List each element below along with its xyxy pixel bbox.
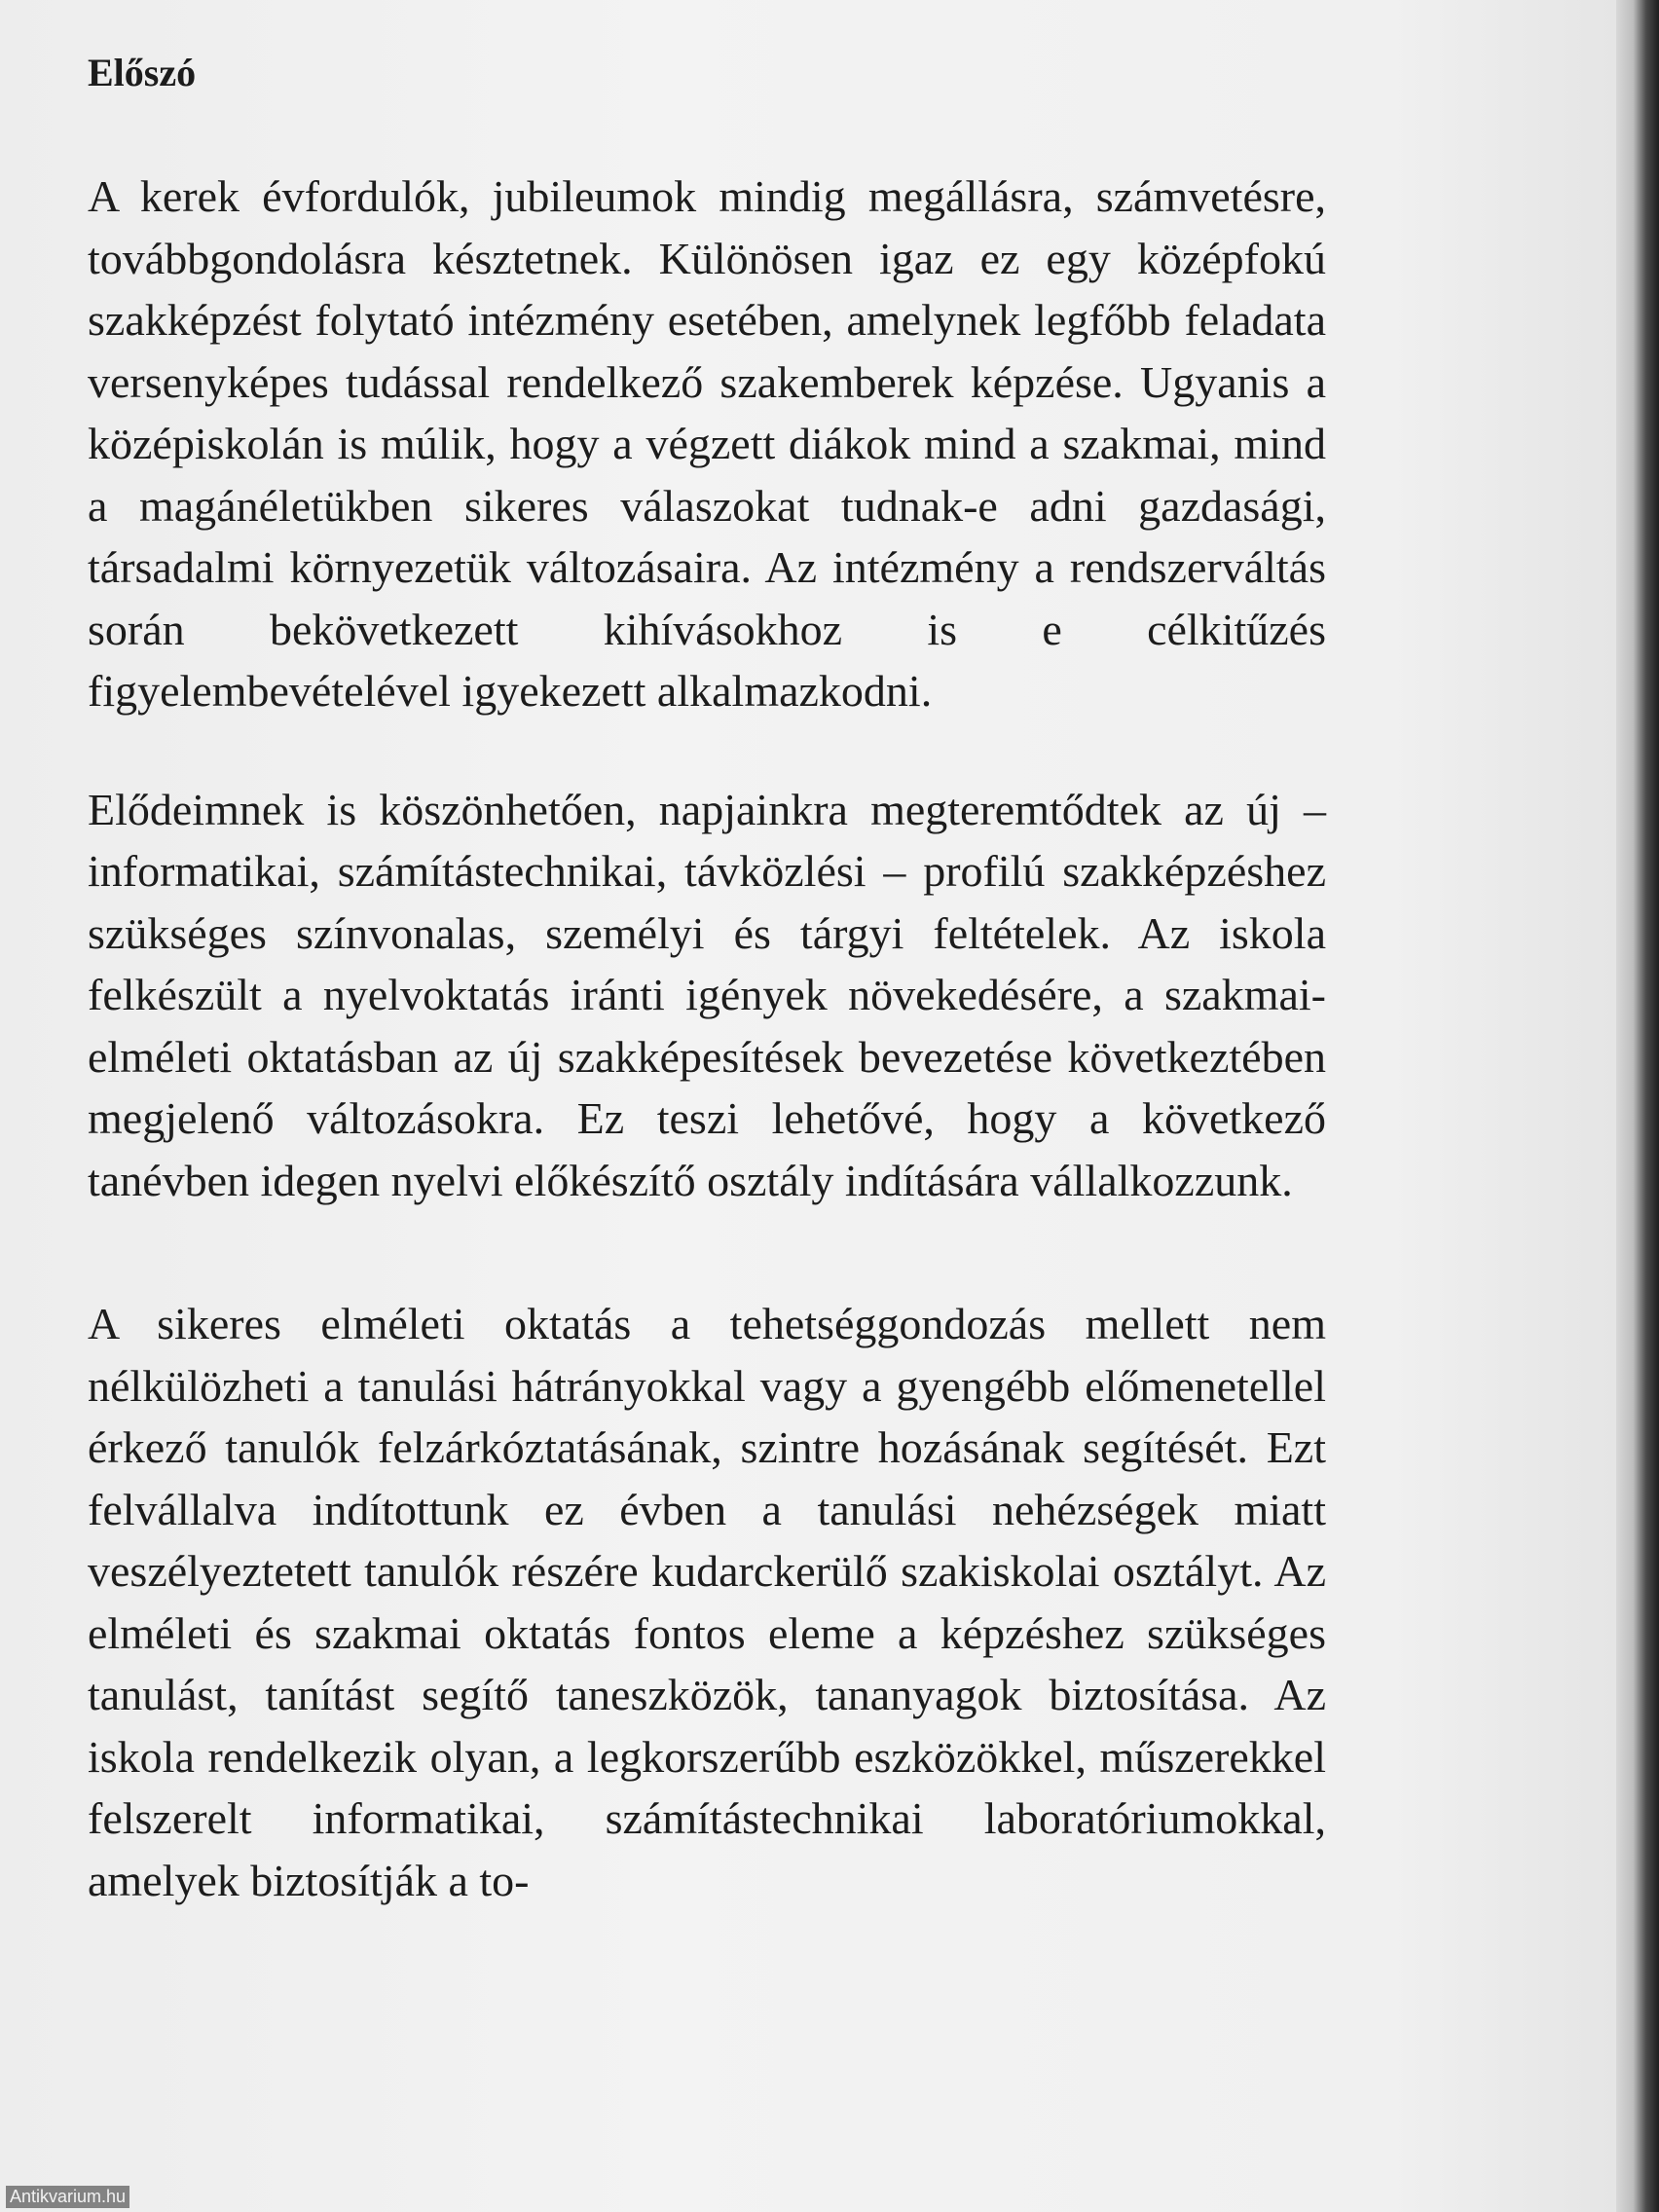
page-content <box>88 39 1326 1968</box>
paragraph-1: A kerek évfordulók, jubileumok mindig megállásra, számvetésre, továbbgondolásra késztetnek. Különösen igaz ez egy középfokú szakképzést folytató intézmény esetében, amelynek legfőbb feladata versenyképes tudással rendelkező szakemberek képzése. Ugyanis a középiskolán is múlik, hogy a végzett diákok mind a szakmai, mind a magánéletükben sikeres válaszokat tudnak-e adni gazdasági, társadalmi környezetük változásaira. Az intézmény a rendszerváltás során bekövetkezett kihívásokhoz is e célkitűzés figyelembevételével igyekezett alkalmazkodni. <box>88 171 1326 716</box>
watermark: Antikvarium.hu <box>6 2186 129 2208</box>
paragraph-3: A sikeres elméleti oktatás a tehetséggondozás mellett nem nélkülözheti a tanulási hátrányokkal vagy a gyengébb előmenetellel érkező tanulók felzárkóztatásának, szintre hozásának segítését. Ezt felvállalva indítottunk ez évben a tanulási nehézségek miatt veszélyeztetett tanulók részére kudarckerülő szakiskolai osztályt. Az elméleti és szakmai oktatás fontos eleme a képzéshez szükséges tanulást, tanítást segítő taneszközök, tananyagok biztosítása. Az iskola rendelkezik olyan, a legkorszerűbb eszközökkel, műszerekkel felszerelt informatikai, számítástechnikai laboratóriumokkal, amelyek biztosítják a to- <box>88 1299 1326 1905</box>
paragraph-2: Elődeimnek is köszönhetően, napjainkra megteremtődtek az új – informatikai, számítástechnikai, távközlési – profilú szakképzéshez szükséges színvonalas, személyi és tárgyi feltételek. Az iskola felkészült a nyelvoktatás iránti igények növekedésére, a szakmai-elméleti oktatásban az új szakképesítések bevezetése következtében megjelenő változásokra. Ez teszi lehetővé, hogy a következő tanévben idegen nyelvi előkészítő osztály indítására vállalkozzunk. <box>88 784 1326 1205</box>
page-title: Előszó <box>88 51 197 94</box>
page-edge-shadow <box>1616 0 1659 2212</box>
